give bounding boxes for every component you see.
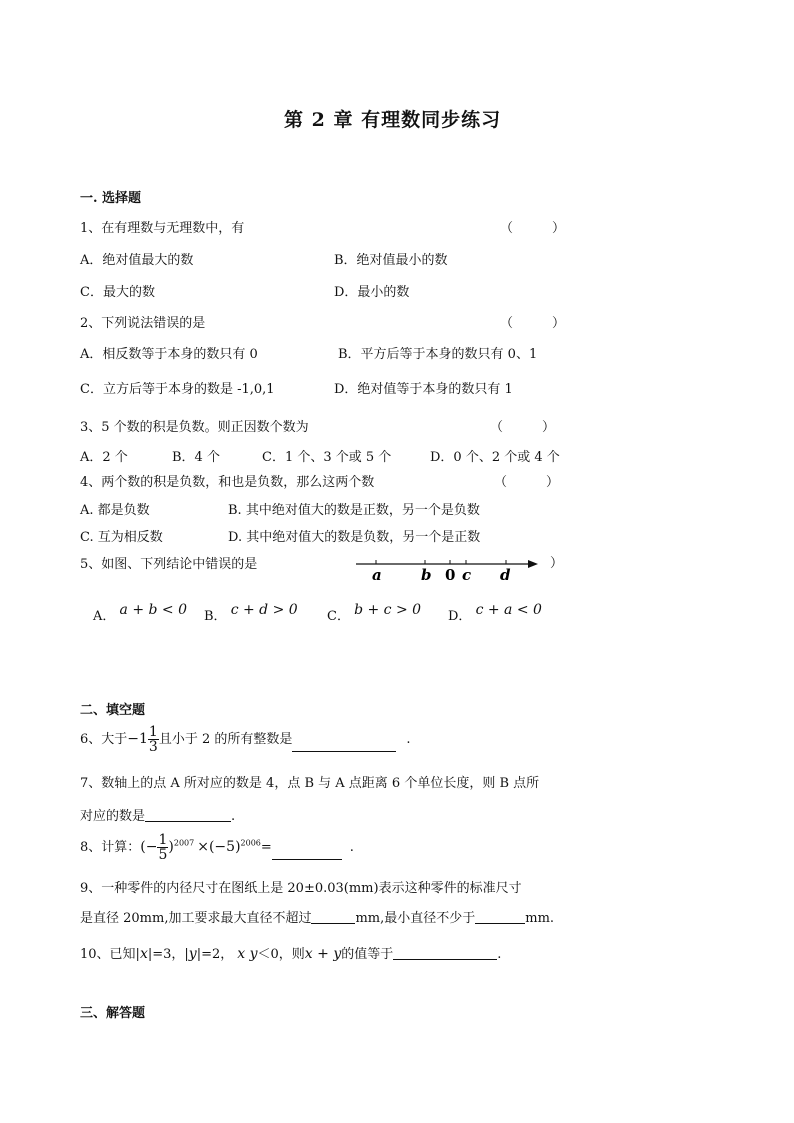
q5-option-b	[204, 599, 298, 624]
q6-line	[80, 725, 411, 754]
label-zero: 0	[445, 566, 456, 584]
q3-option-c: C．1 个、3 个或 5 个	[262, 450, 392, 465]
number-line-figure	[352, 552, 542, 586]
q5-option-c-expr: b + c > 0	[354, 602, 422, 618]
q5-option-c-label: C．	[327, 609, 350, 624]
q1-text: 1、在有理数与无理数中，有	[80, 221, 245, 236]
q10-mid3: ＜0，则	[257, 947, 305, 962]
q8-fraction	[157, 833, 168, 862]
q6-post: 且小于 2 的所有整数是	[158, 732, 293, 747]
q5-option-a	[93, 599, 188, 624]
q10-xy: x y	[237, 946, 258, 962]
q4-option-b: B. 其中绝对值大的数是正数，另一个是负数	[228, 503, 480, 518]
q5-option-b-label: B．	[204, 609, 227, 624]
q5-option-a-label: A．	[93, 609, 116, 624]
q7-line2-text: 对应的数是	[80, 809, 146, 824]
q4-option-c: C. 互为相反数	[80, 530, 163, 545]
q10-end: .	[497, 947, 502, 962]
q9-line2	[80, 907, 554, 926]
page-title: 第 2 章 有理数同步练习	[284, 109, 502, 131]
q5-option-d	[448, 599, 542, 624]
label-b: b	[421, 566, 432, 584]
q10-mid2: |=2，	[196, 947, 234, 962]
q9-max-blank[interactable]	[311, 922, 355, 924]
q10-x: x	[139, 946, 148, 962]
q3-option-d: D．0 个、2 个或 4 个	[430, 450, 560, 465]
section-heading-fill: 二、填空题	[80, 703, 146, 718]
q8-pre: 8、计算：	[80, 840, 141, 855]
q2-option-c: C．立方后等于本身的数是 -1,0,1	[80, 382, 275, 397]
q10-y: y	[188, 946, 197, 962]
q10-pre: 10、已知|	[80, 947, 140, 962]
q9-line2-b: mm,最小直径不少于	[355, 911, 476, 926]
q10-post: 的值等于	[341, 947, 394, 962]
q9-line1: 9、一种零件的内径尺寸在图纸上是 20±0.03(mm)表示这种零件的标准尺寸	[80, 881, 522, 896]
q8-frac-den: 5	[158, 847, 168, 863]
q7-answer-blank[interactable]	[145, 820, 231, 822]
q10-mid1: |=3，|	[147, 947, 189, 962]
q7-end: .	[231, 809, 236, 824]
q1-option-c: C．最大的数	[80, 285, 155, 300]
label-d: d	[500, 566, 511, 584]
q1-option-d: D．最小的数	[334, 285, 410, 300]
q6-pre: 6、大于	[80, 732, 128, 747]
q5-option-a-expr: a + b < 0	[119, 602, 188, 618]
q9-line2-c: mm.	[525, 911, 555, 926]
q10-line	[80, 943, 501, 962]
q9-line2-a: 是直径 20mm,加工要求最大直径不超过	[80, 911, 312, 926]
q5-option-c	[327, 599, 422, 624]
q8-close: )	[168, 839, 174, 855]
q8-open: (−	[140, 839, 158, 855]
q2-answer-paren: （ ）	[500, 316, 566, 331]
section-heading-solve: 三、解答题	[80, 1006, 146, 1021]
q4-text: 4、两个数的积是负数，和也是负数，那么这两个数	[80, 475, 375, 490]
q8-times: ×(−5)	[197, 839, 241, 855]
q3-text: 3、5 个数的积是负数。则正因数个数为	[80, 420, 309, 435]
q1-option-b: B．绝对值最小的数	[334, 253, 448, 268]
q1-option-a: A．绝对值最大的数	[80, 253, 194, 268]
q2-option-a: A．相反数等于本身的数只有 0	[80, 347, 258, 362]
q6-neg: −1	[127, 731, 148, 747]
q8-end: .	[349, 840, 354, 855]
q3-option-b: B．4 个	[172, 450, 220, 465]
q7-line2	[80, 805, 235, 824]
label-c: c	[462, 566, 472, 584]
q5-text: 5、如图、下列结论中错误的是	[80, 557, 258, 572]
label-a: a	[372, 566, 382, 584]
q2-option-b: B．平方后等于本身的数只有 0、1	[338, 347, 538, 362]
q10-sum: x + y	[304, 946, 342, 962]
q2-text: 2、下列说法错误的是	[80, 316, 206, 331]
q5-answer-paren: ）	[550, 556, 564, 571]
q6-answer-blank[interactable]	[292, 750, 396, 752]
section-heading-choice: 一. 选择题	[80, 191, 142, 206]
q8-answer-blank[interactable]	[272, 858, 342, 860]
q3-answer-paren: （ ）	[490, 420, 556, 435]
q8-frac-num: 1	[158, 832, 168, 848]
q8-exp1: 2007	[173, 838, 195, 848]
q4-option-d: D. 其中绝对值大的数是负数，另一个是正数	[228, 530, 481, 545]
q4-answer-paren: （ ）	[494, 475, 560, 490]
q2-option-d: D．绝对值等于本身的数只有 1	[334, 382, 513, 397]
q10-answer-blank[interactable]	[393, 958, 497, 960]
q6-fraction	[148, 725, 159, 754]
q9-min-blank[interactable]	[475, 922, 525, 924]
q7-line1: 7、数轴上的点 A 所对应的数是 4，点 B 与 A 点距离 6 个单位长度，则 B 点所	[80, 776, 540, 791]
q8-exp2: 2006	[240, 838, 261, 848]
q6-frac-den: 3	[148, 739, 158, 755]
q6-end: .	[406, 732, 411, 747]
q8-eq: =	[260, 840, 272, 855]
q6-frac-num: 1	[148, 724, 158, 740]
q5-option-d-label: D．	[448, 609, 472, 624]
q3-option-a: A．2 个	[80, 450, 128, 465]
q8-line	[80, 833, 354, 862]
q4-option-a: A. 都是负数	[80, 503, 150, 518]
q5-option-b-expr: c + d > 0	[230, 602, 298, 618]
number-line-arrow	[528, 560, 538, 568]
q1-answer-paren: （ ）	[500, 221, 566, 236]
q5-option-d-expr: c + a < 0	[475, 602, 542, 618]
